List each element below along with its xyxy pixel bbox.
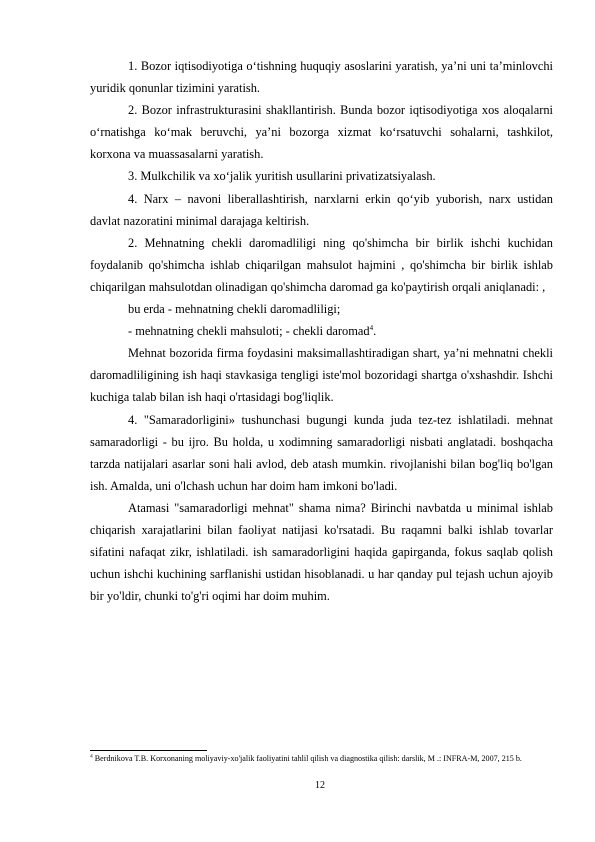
paragraph-efficiency-concept: 4. "Samaradorligini» tushunchasi bugungi kunda juda tez-tez ishlatiladi. mehnat samaradorligi - bu ijro. Bu holda, u xodimning samaradorligi nisbati anglatadi. boshqacha tarzda natijalari asarlar soni hali avlod, deb atash mumkin. rivojlanishi bilan bog'liq bo'lgan ish. Amalda, uni o'lchash uchun har doim ham imkoni bo'ladi. bbox=[90, 412, 553, 493]
footnote-reference: 4 bbox=[369, 324, 374, 332]
paragraph-labor-market: Mehnat bozorida firma foydasini maksimallashtiradigan shart, ya’ni mehnatni chekli daromadliligining ish haqi stavkasiga tengligi iste'mol bozoridagi shartga o'xshashdir. Ishchi kuchiga talab bilan ish haqi o'rtasidagi bog'liqlik. bbox=[90, 346, 553, 405]
body-text bbox=[90, 55, 553, 607]
paragraph-efficiency-term: Atamasi "samaradorligi mehnat" shama nima? Birinchi navbatda u minimal ishlab chiqarish xarajatlarini bilan faoliyat natijasi ko'rsatadi. Bu raqamni balki ishlab tovarlar sifatini nafaqat zikr, ishlatiladi. ish samaradorligini haqida gapirganda, fokus saqlab qolish uchun ishchi kuchining sarflanishi ustidan hisoblanadi. u har qanday pul tejash uchun ajoyib bir yo'ldir, chunki to'g'ri oqimi har doim muhim. bbox=[90, 500, 553, 604]
footnote-text: Berdnikova T.B. Korxonaning moliyaviy-xo'jalik faoliyatini tahlil qilish va diagnostika qilish: darslik, M .: INFRA-M, 2007, 215 b. bbox=[92, 754, 522, 763]
footnote bbox=[90, 753, 550, 765]
footnote-divider bbox=[90, 750, 207, 751]
paragraph-legal-basis: 1. Bozor iqtisodiyotiga o‘tishning huquqiy asoslarini yaratish, ya’ni uni ta’minlovchi yuridik qonunlar tizimini yaratish. bbox=[90, 59, 553, 96]
paragraph-marginal-revenue: 2. Mehnatning chekli daromadliligi ning qo'shimcha bir birlik ishchi kuchidan foydalanib qo'shimcha ishlab chiqarilgan mahsulot hajmini , qo'shimcha bir birlik ishlab chiqarilgan mahsulotdan olinadigan qo'shimcha daromad ga ko'paytirish orqali aniqlanadi: , bbox=[90, 235, 553, 294]
paragraph-where: bu erda - mehnatning chekli daromadliligi; bbox=[128, 302, 341, 317]
paragraph-privatization: 3. Mulkchilik va xo‘jalik yuritish usullarini privatizatsiyalash. bbox=[128, 169, 436, 184]
paragraph-market-infrastructure: 2. Bozor infrastrukturasini shakllantirish. Bunda bozor iqtisodiyotiga xos aloqalarni o‘rnatishga ko‘mak beruvchi, ya’ni bozorga xizmat ko‘rsatuvchi sohalarni, tashkilot, korxona va muassasalarni yaratish. bbox=[90, 103, 553, 162]
paragraph-marginal-product-tail: . bbox=[373, 324, 377, 339]
paragraph-price-liberalization: 4. Narx – navoni liberallashtirish, narxlarni erkin qo‘yib yuborish, narx ustidan davlat nazoratini minimal darajaga keltirish. bbox=[90, 191, 553, 228]
paragraph-marginal-product bbox=[90, 320, 553, 342]
page-number: 12 bbox=[315, 780, 325, 791]
paragraph-marginal-product-text: - mehnatning chekli mahsuloti; - chekli daromad bbox=[128, 324, 370, 339]
footnote-marker: 4 bbox=[90, 753, 93, 760]
